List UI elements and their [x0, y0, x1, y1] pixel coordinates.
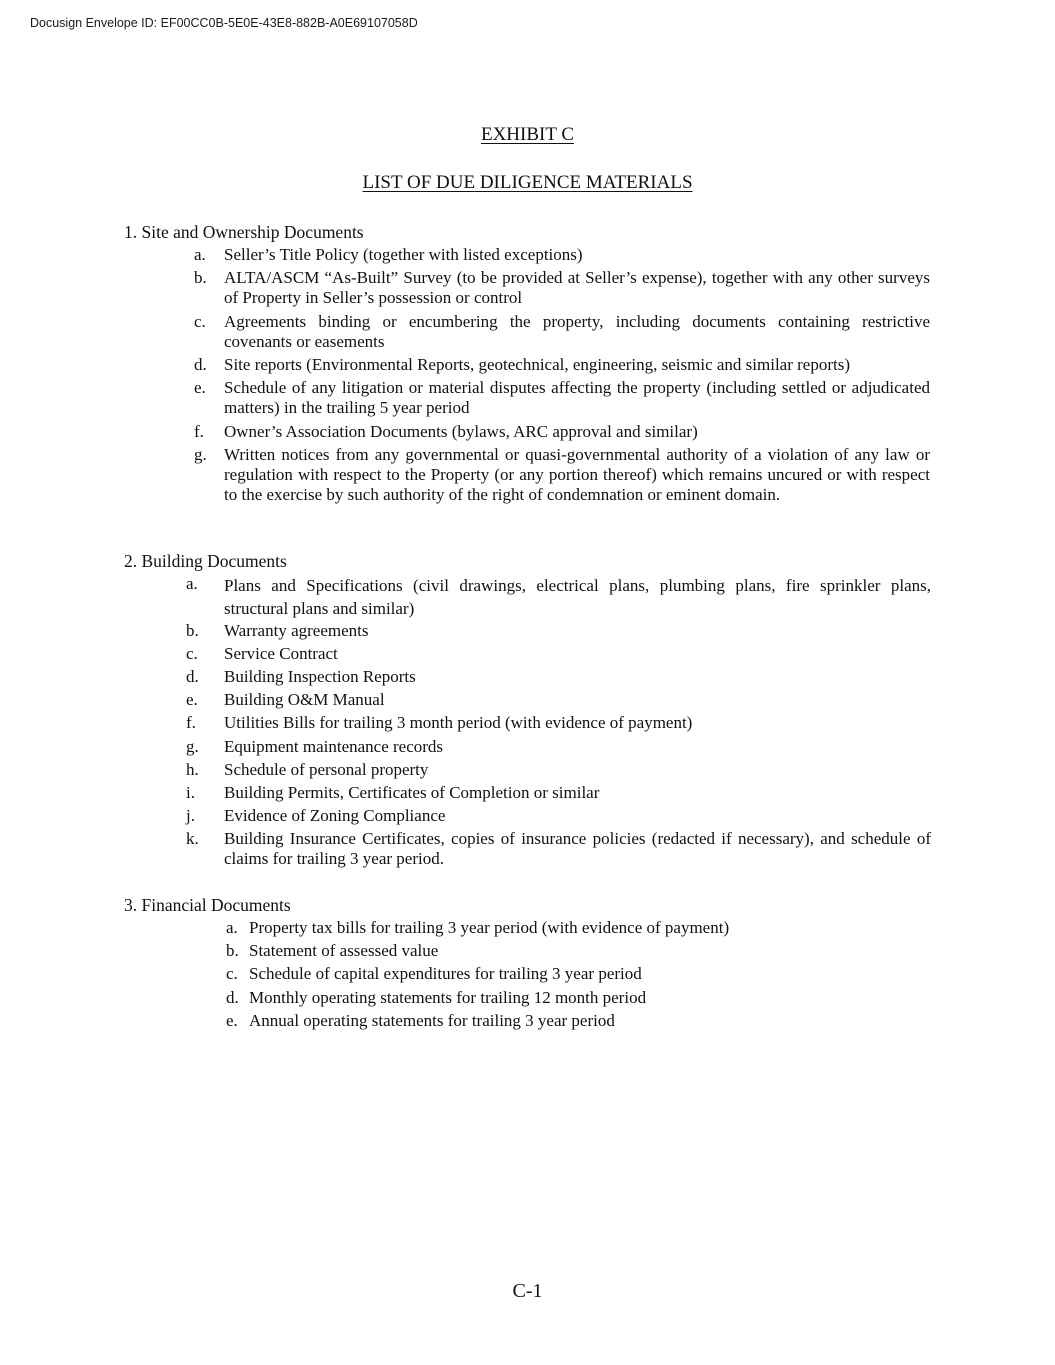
- item-text: Building Insurance Certificates, copies of insurance policies (redacted if necessary), and schedule of claims for trailing 3 year period.: [224, 829, 931, 868]
- item-label: c.: [186, 644, 198, 663]
- item-label: f.: [186, 713, 196, 732]
- item-text: Utilities Bills for trailing 3 month period (with evidence of payment): [224, 713, 693, 732]
- item-text: Building O&M Manual: [224, 690, 385, 709]
- item-text: Warranty agreements: [224, 621, 369, 640]
- item-label: j.: [186, 806, 195, 825]
- item-text: ALTA/ASCM “As-Built” Survey (to be provided at Seller’s expense), together with any other surveys of Property in Seller’s possession or control: [224, 268, 930, 307]
- item-label: f.: [194, 422, 204, 441]
- item-label: e.: [226, 1011, 238, 1030]
- item-text: Building Inspection Reports: [224, 667, 416, 686]
- item-label: c.: [226, 964, 238, 983]
- item-label: d.: [186, 667, 199, 686]
- item-text: Schedule of capital expenditures for trailing 3 year period: [249, 964, 642, 983]
- item-label: e.: [194, 378, 206, 397]
- item-label: d.: [226, 988, 239, 1007]
- item-text: Monthly operating statements for trailing 12 month period: [249, 988, 647, 1007]
- item-label: e.: [186, 690, 198, 709]
- section-heading: 3. Financial Documents: [124, 895, 291, 915]
- item-text: Property tax bills for trailing 3 year period (with evidence of payment): [249, 918, 730, 937]
- item-text: Building Permits, Certificates of Completion or similar: [224, 783, 600, 802]
- item-label: a.: [226, 918, 238, 937]
- item-label: c.: [194, 312, 206, 331]
- item-label: k.: [186, 829, 199, 848]
- item-text: Owner’s Association Documents (bylaws, ARC approval and similar): [224, 422, 698, 441]
- item-label: a.: [194, 245, 206, 264]
- item-text: Equipment maintenance records: [224, 737, 444, 756]
- section-heading: 2. Building Documents: [124, 551, 287, 571]
- item-label: b.: [226, 941, 239, 960]
- item-text: Annual operating statements for trailing 3 year period: [249, 1011, 615, 1030]
- docusign-envelope-id: Docusign Envelope ID: EF00CC0B-5E0E-43E8-882B-A0E69107058D: [30, 16, 418, 30]
- item-label: g.: [186, 737, 199, 756]
- item-text: Schedule of any litigation or material disputes affecting the property (including settled or adjudicated matters) in the trailing 5 year period: [224, 378, 930, 417]
- item-label: g.: [194, 445, 207, 464]
- section-heading: 1. Site and Ownership Documents: [124, 222, 364, 242]
- item-text: Plans and Specifications (civil drawings, electrical plans, plumbing plans, fire sprinkler plans, structural plans and similar): [224, 576, 931, 618]
- item-text: Service Contract: [224, 644, 338, 663]
- item-text: Written notices from any governmental or quasi-governmental authority of a violation of any law or regulation with respect to the Property (or any portion thereof) which remains uncured or with respect to the exercise by such authority of the right of condemnation or eminent domain.: [224, 445, 930, 504]
- item-label: d.: [194, 355, 207, 374]
- item-label: h.: [186, 760, 199, 779]
- exhibit-title: EXHIBIT C: [480, 124, 575, 145]
- item-text: Agreements binding or encumbering the property, including documents containing restrictive covenants or easements: [224, 312, 930, 351]
- page-number: C-1: [512, 1280, 543, 1302]
- item-text: Seller’s Title Policy (together with listed exceptions): [224, 245, 583, 264]
- item-label: a.: [186, 574, 198, 593]
- item-text: Statement of assessed value: [249, 941, 439, 960]
- item-text: Site reports (Environmental Reports, geotechnical, engineering, seismic and similar reports): [224, 355, 850, 374]
- list-title: LIST OF DUE DILIGENCE MATERIALS: [362, 172, 693, 193]
- item-text: Schedule of personal property: [224, 760, 429, 779]
- item-label: b.: [194, 268, 207, 287]
- item-label: i.: [186, 783, 195, 802]
- item-text: Evidence of Zoning Compliance: [224, 806, 446, 825]
- item-label: b.: [186, 621, 199, 640]
